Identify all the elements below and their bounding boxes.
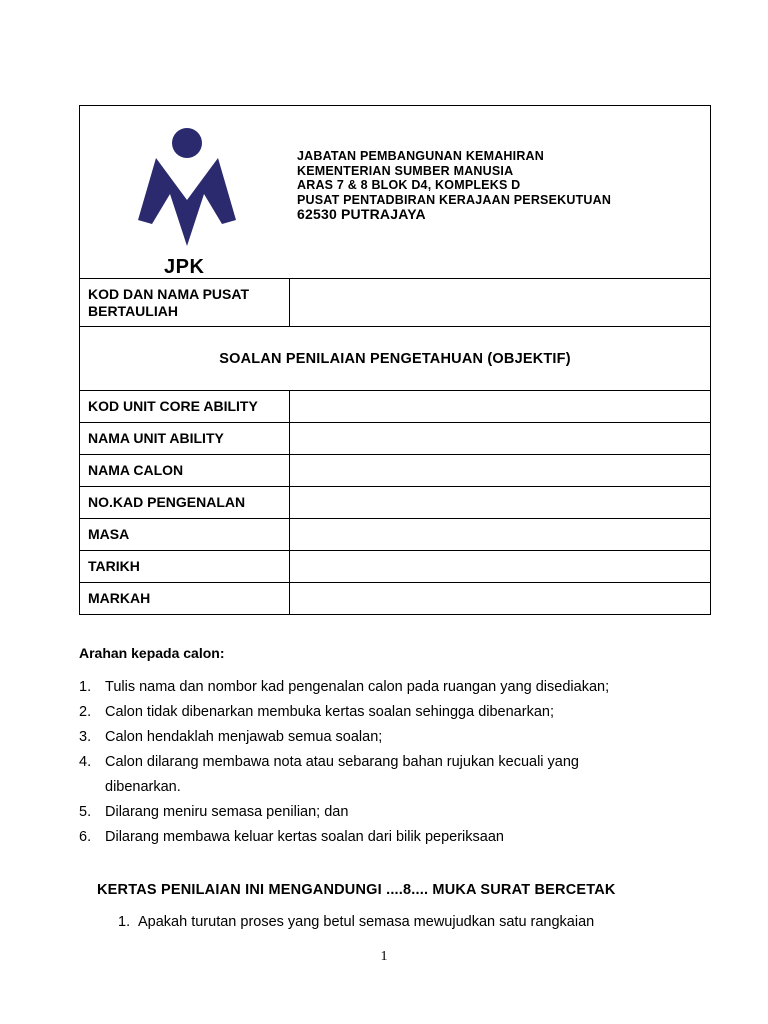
- list-item: [79, 750, 719, 775]
- masa-field[interactable]: [290, 519, 711, 551]
- question-1: [118, 914, 594, 930]
- no-kad-field[interactable]: [290, 487, 711, 519]
- item-text: Dilarang meniru semasa penilian; dan: [105, 804, 349, 820]
- address-line: JABATAN PEMBANGUNAN KEMAHIRAN: [297, 149, 544, 163]
- list-item: [79, 775, 719, 800]
- item-number: 3.: [79, 729, 92, 745]
- item-number: 6.: [79, 829, 92, 845]
- instructions-list: [79, 675, 719, 850]
- address-block: [297, 149, 611, 222]
- nama-unit-field[interactable]: [290, 423, 711, 455]
- header-cell: [80, 106, 711, 279]
- pusat-label: [80, 279, 290, 327]
- page-number: 1: [380, 949, 388, 964]
- field-label: NAMA UNIT ABILITY: [80, 423, 290, 455]
- item-text: Tulis nama dan nombor kad pengenalan calon pada ruangan yang disediakan;: [105, 679, 610, 695]
- list-item: [79, 675, 719, 700]
- item-number: 5.: [79, 804, 92, 820]
- address-line: KEMENTERIAN SUMBER MANUSIA: [297, 163, 514, 178]
- field-label: MARKAH: [80, 583, 290, 615]
- item-text: Calon hendaklah menjawab semua soalan;: [105, 729, 383, 745]
- list-item: [79, 825, 719, 850]
- item-text: Calon tidak dibenarkan membuka kertas soalan sehingga dibenarkan;: [105, 704, 554, 720]
- pusat-label-line: BERTAULIAH: [88, 302, 178, 319]
- instructions-heading: Arahan kepada calon:: [79, 645, 225, 661]
- pusat-label-line: KOD DAN NAMA PUSAT: [88, 285, 249, 302]
- address-line: ARAS 7 & 8 BLOK D4, KOMPLEKS D: [297, 178, 521, 193]
- question-number: 1.: [118, 914, 131, 930]
- address-line: 62530 PUTRAJAYA: [297, 206, 426, 223]
- form-title: SOALAN PENILAIAN PENGETAHUAN (OBJEKTIF): [80, 327, 711, 391]
- list-item: [79, 725, 719, 750]
- header-form-table: [79, 105, 711, 615]
- field-label: TARIKH: [80, 551, 290, 583]
- field-label: NO.KAD PENGENALAN: [80, 487, 290, 519]
- jpk-logo-icon: [138, 128, 236, 253]
- item-number: 1.: [79, 679, 92, 695]
- logo-text: JPK: [164, 256, 205, 278]
- item-number: [79, 775, 105, 800]
- item-text: dibenarkan.: [105, 779, 181, 795]
- item-number: 4.: [79, 754, 92, 770]
- list-item: [79, 700, 719, 725]
- field-label: MASA: [80, 519, 290, 551]
- list-item: [79, 800, 719, 825]
- question-text: Apakah turutan proses yang betul semasa mewujudkan satu rangkaian: [138, 914, 595, 930]
- item-text: Calon dilarang membawa nota atau sebarang bahan rujukan kecuali yang: [105, 754, 579, 770]
- nama-calon-field[interactable]: [290, 455, 711, 487]
- item-text: Dilarang membawa keluar kertas soalan dari bilik peperiksaan: [105, 829, 504, 845]
- address-line: PUSAT PENTADBIRAN KERAJAAN PERSEKUTUAN: [297, 192, 612, 207]
- pusat-value-field[interactable]: [290, 279, 711, 327]
- page-count-note: KERTAS PENILAIAN INI MENGANDUNGI ....8.... MUKA SURAT BERCETAK: [97, 882, 616, 898]
- markah-field[interactable]: [290, 583, 711, 615]
- kod-unit-field[interactable]: [290, 391, 711, 423]
- item-number: 2.: [79, 704, 92, 720]
- field-label: KOD UNIT CORE ABILITY: [80, 391, 290, 423]
- tarikh-field[interactable]: [290, 551, 711, 583]
- field-label: NAMA CALON: [80, 455, 290, 487]
